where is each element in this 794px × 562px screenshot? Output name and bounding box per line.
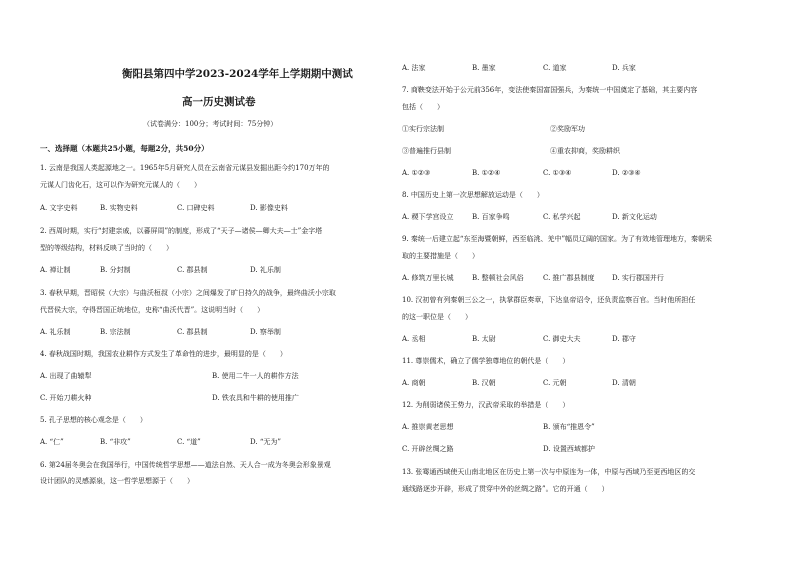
question-3-line-2: 代晋侯大宗，夺得晋国正统地位，史称“曲沃代晋”。这说明当时（ ）	[40, 306, 265, 314]
q6-option-a[interactable]: A. 法家	[402, 64, 426, 72]
question-9-line-1: 9. 秦统一后建立起“东至海暨朝鲜，西至临洮、羌中”幅员辽阔的国家。为了有效地管理地方，秦朝采	[402, 235, 713, 243]
q2-option-b[interactable]: B. 分封制	[100, 266, 131, 274]
q11-option-d[interactable]: D. 清朝	[612, 379, 636, 387]
q10-option-c[interactable]: C. 御史大夫	[543, 335, 581, 343]
q10-option-d[interactable]: D. 郡守	[612, 335, 636, 343]
q2-option-c[interactable]: C. 郡县制	[177, 266, 208, 274]
q7-item-2: ②奖励军功	[550, 125, 585, 133]
q7-option-c[interactable]: C. ①③④	[543, 169, 572, 177]
question-10-line-1: 10. 汉初曾有列秦朝三公之一，执掌群臣奏章，下达皇帝诏令，还负责监察百官。当时他所担任	[402, 296, 696, 304]
section-heading: 一、选择题（本题共25小题，每题2分，共50分）	[40, 144, 209, 153]
q3-option-b[interactable]: B. 宗法制	[100, 328, 131, 336]
q11-option-c[interactable]: C. 元朝	[543, 379, 567, 387]
q4-option-a[interactable]: A. 出现了曲辕犁	[40, 372, 92, 380]
q7-item-4: ④重农抑商，奖励耕织	[550, 147, 620, 155]
q12-option-d[interactable]: D. 设置西域都护	[543, 445, 595, 453]
q11-option-b[interactable]: B. 汉朝	[472, 379, 496, 387]
q12-option-a[interactable]: A. 推崇黄老思想	[402, 423, 454, 431]
q9-option-a[interactable]: A. 修筑万里长城	[402, 274, 454, 282]
q3-option-c[interactable]: C. 郡县制	[177, 328, 208, 336]
question-9-line-2: 取的主要措施是（ ）	[402, 252, 479, 260]
question-13-line-1: 13. 张骞通西域使天山南北地区在历史上第一次与中原连为一体，中原与西域乃至更西地区的交	[402, 468, 696, 476]
q3-option-a[interactable]: A. 礼乐制	[40, 328, 71, 336]
question-3-line-1: 3. 春秋早期，晋昭侯（大宗）与曲沃桓叔（小宗）之间爆发了旷日持久的战争，最终曲沃小宗取	[40, 289, 336, 297]
q4-option-c[interactable]: C. 开始刀耕火种	[40, 394, 92, 402]
question-8-line-1: 8. 中国历史上第一次思想解放运动是（ ）	[402, 191, 544, 199]
exam-subtitle: 高一历史测试卷	[182, 96, 256, 108]
q7-item-1: ①实行宗法制	[402, 125, 444, 133]
question-13-line-2: 通线路逐步开辟，形成了贯穿中外的丝绸之路”。它的开通（ ）	[402, 485, 609, 493]
q1-option-c[interactable]: C. 口碑史料	[177, 204, 215, 212]
q9-option-b[interactable]: B. 整顿社会风俗	[472, 274, 524, 282]
question-1-line-1: 1. 云南是我国人类起源地之一。1965年5月研究人员在云南省元谋县发掘出距今约170万年的	[40, 164, 330, 172]
q8-option-d[interactable]: D. 新文化运动	[612, 213, 657, 221]
q9-option-d[interactable]: D. 实行郡国并行	[612, 274, 664, 282]
q7-option-a[interactable]: A. ①②③	[402, 169, 431, 177]
q2-option-d[interactable]: D. 礼乐制	[250, 266, 281, 274]
exam-info: （试卷满分：100分；考试时间：75分钟）	[143, 120, 278, 128]
q6-option-c[interactable]: C. 道家	[543, 64, 567, 72]
question-7-line-1: 7. 商鞅变法开始于公元前356年，变法使秦国富国强兵，为秦统一中国奠定了基础，其主要内容	[402, 86, 698, 94]
q6-option-d[interactable]: D. 兵家	[612, 64, 636, 72]
q12-option-c[interactable]: C. 开辟丝绸之路	[402, 445, 454, 453]
question-6-line-1: 6. 第24届冬奥会在我国举行，中国传统哲学思想——道法自然、天人合一成为冬奥会形象景观	[40, 461, 331, 469]
q11-option-a[interactable]: A. 商朝	[402, 379, 426, 387]
q5-option-a[interactable]: A. “仁”	[40, 438, 64, 446]
q8-option-c[interactable]: C. 私学兴起	[543, 213, 581, 221]
q7-option-b[interactable]: B. ①②④	[472, 169, 501, 177]
q8-option-b[interactable]: B. 百家争鸣	[472, 213, 510, 221]
q8-option-a[interactable]: A. 稷下学宫设立	[402, 213, 454, 221]
q1-option-b[interactable]: B. 实物史料	[100, 204, 138, 212]
q6-option-b[interactable]: B. 墨家	[472, 64, 496, 72]
q2-option-a[interactable]: A. 禅让制	[40, 266, 71, 274]
q9-option-c[interactable]: C. 推广郡县制度	[543, 274, 595, 282]
question-12-line-1: 12. 为削弱诸侯王势力，汉武帝采取的举措是（ ）	[402, 401, 570, 409]
question-10-line-2: 的这一职位是（ ）	[402, 313, 472, 321]
question-11-line-1: 11. 尊崇儒术，确立了儒学独尊地位的朝代是（ ）	[402, 357, 570, 365]
q1-option-d[interactable]: D. 影像史料	[250, 204, 288, 212]
q10-option-b[interactable]: B. 太尉	[472, 335, 496, 343]
q12-option-b[interactable]: B. 颁布“推恩令”	[543, 423, 595, 431]
q5-option-b[interactable]: B. “非攻”	[100, 438, 131, 446]
question-2-line-2: 型的等级结构，材料反映了当时的（ ）	[40, 244, 173, 252]
q4-option-d[interactable]: D. 铁农具和牛耕的使用推广	[212, 394, 299, 402]
q3-option-d[interactable]: D. 察举制	[250, 328, 281, 336]
question-5-line-1: 5. 孔子思想的核心观念是（ ）	[40, 416, 147, 424]
question-7-line-2: 包括（ ）	[402, 103, 444, 111]
question-6-line-2: 设计团队的灵感源泉，这一哲学思想源于（ ）	[40, 477, 194, 485]
question-4-line-1: 4. 春秋战国时期，我国农业耕作方式发生了革命性的进步，最明显的是（ ）	[40, 350, 287, 358]
q5-option-c[interactable]: C. “道”	[177, 438, 201, 446]
q4-option-b[interactable]: B. 使用二牛一人的耕作方法	[212, 372, 299, 380]
q1-option-a[interactable]: A. 文字史料	[40, 204, 78, 212]
exam-title: 衡阳县第四中学2023-2024学年上学期期中测试	[122, 68, 353, 80]
question-1-line-2: 元谋人门齿化石，这可以作为研究元谋人的（ ）	[40, 181, 201, 189]
q10-option-a[interactable]: A. 丞相	[402, 335, 426, 343]
q7-option-d[interactable]: D. ②③④	[612, 169, 641, 177]
question-2-line-1: 2. 西周时期，实行“封建亲戚，以蕃屏周”的制度，形成了“天子—诸侯—卿大夫—士”金字塔	[40, 227, 323, 235]
q5-option-d[interactable]: D. “无为”	[250, 438, 281, 446]
q7-item-3: ③普遍推行县制	[402, 147, 451, 155]
